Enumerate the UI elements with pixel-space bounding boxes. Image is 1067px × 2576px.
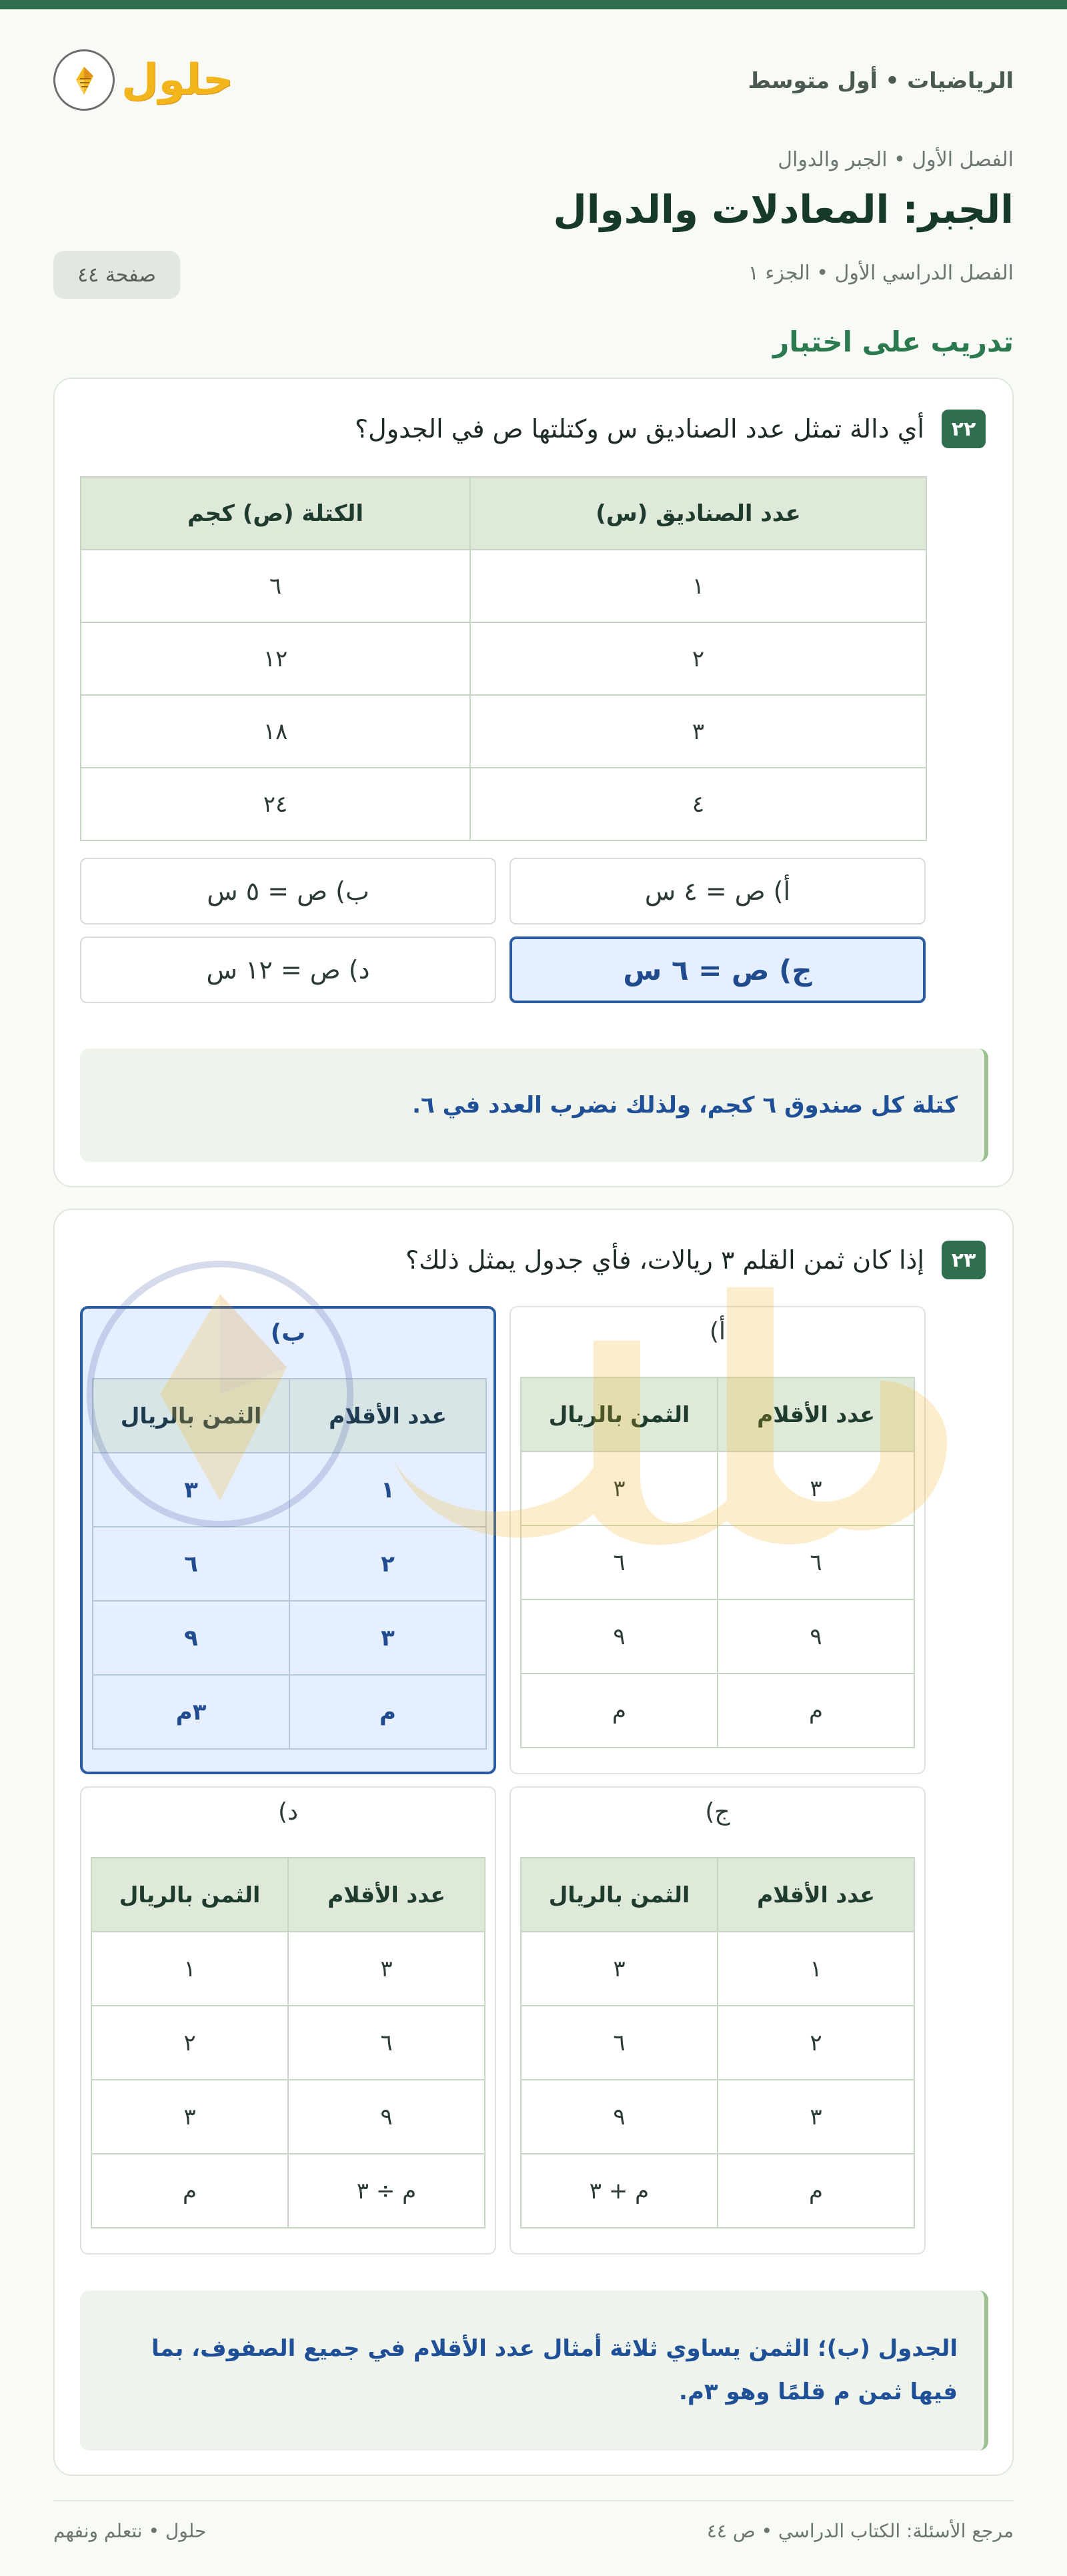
table-option-a[interactable] bbox=[509, 1306, 926, 1774]
table-header-row bbox=[81, 477, 926, 550]
table-row bbox=[521, 1932, 914, 2006]
table-cell: م ÷ ٣ bbox=[288, 2154, 485, 2228]
table-header-cell: عدد الصناديق (س) bbox=[470, 477, 926, 550]
table-cell: ٩ bbox=[521, 1599, 718, 1674]
answer-option-b[interactable]: ب) ص = ٥ س bbox=[80, 858, 496, 924]
answer-option-c[interactable]: ج) ص = ٦ س bbox=[509, 936, 926, 1003]
table-header-row bbox=[521, 1858, 914, 1932]
table-option-c[interactable] bbox=[509, 1786, 926, 2255]
boxes-mass-table bbox=[80, 476, 927, 841]
footer-brand: حلول • نتعلم ونفهم bbox=[53, 2520, 207, 2542]
table-cell: ٣ bbox=[470, 695, 926, 768]
table-cell: ١ bbox=[470, 550, 926, 622]
table-header-cell: عدد الأقلام bbox=[288, 1858, 485, 1932]
question-text: إذا كان ثمن القلم ٣ ريالات، فأي جدول يمثل ذلك؟ bbox=[405, 1245, 924, 1275]
table-row bbox=[521, 1674, 914, 1748]
table-row bbox=[81, 768, 926, 840]
table-cell: ٩ bbox=[718, 1599, 914, 1674]
table-row bbox=[91, 1932, 485, 2006]
table-cell: ٦ bbox=[718, 1525, 914, 1599]
answer-explanation: كتلة كل صندوق ٦ كجم، ولذلك نضرب العدد في ٦. bbox=[80, 1049, 988, 1162]
table-cell: ٣ bbox=[521, 1932, 718, 2006]
table-row bbox=[521, 2080, 914, 2154]
table-row bbox=[521, 1451, 914, 1525]
book-icon bbox=[53, 49, 115, 111]
table-header-cell: الكتلة (ص) كجم bbox=[81, 477, 470, 550]
table-row bbox=[521, 2006, 914, 2080]
table-cell: ١٨ bbox=[81, 695, 470, 768]
question-header bbox=[355, 410, 986, 448]
semester-label: الفصل الدراسي الأول • الجزء ١ bbox=[748, 261, 1014, 285]
table-option-d[interactable] bbox=[80, 1786, 496, 2255]
table-cell: ٤ bbox=[470, 768, 926, 840]
table-cell: م bbox=[289, 1675, 486, 1749]
table-row bbox=[81, 695, 926, 768]
answer-option-a[interactable]: أ) ص = ٤ س bbox=[509, 858, 926, 924]
table-header-row bbox=[93, 1379, 486, 1453]
answer-option-d[interactable]: د) ص = ١٢ س bbox=[80, 936, 496, 1003]
table-row bbox=[521, 1599, 914, 1674]
table-cell: ٣ bbox=[521, 1451, 718, 1525]
table-cell: ١ bbox=[289, 1453, 486, 1527]
option-label: د) bbox=[277, 1798, 299, 1826]
table-cell: ٦ bbox=[93, 1527, 289, 1601]
table-header-cell: الثمن بالريال bbox=[93, 1379, 289, 1453]
table-cell: ٣ bbox=[718, 2080, 914, 2154]
table-row bbox=[521, 2154, 914, 2228]
footer-reference: مرجع الأسئلة: الكتاب الدراسي • ص ٤٤ bbox=[706, 2520, 1014, 2542]
table-cell: ٣ bbox=[289, 1601, 486, 1675]
table-cell: م bbox=[521, 1674, 718, 1748]
table-row bbox=[91, 2154, 485, 2228]
table-cell: ٢ bbox=[289, 1527, 486, 1601]
table-header-cell: عدد الأقلام bbox=[718, 1377, 914, 1451]
top-accent-bar bbox=[0, 0, 1067, 9]
table-cell: ٦ bbox=[81, 550, 470, 622]
table-row bbox=[91, 2006, 485, 2080]
table-cell: م bbox=[91, 2154, 288, 2228]
option-label: ب) bbox=[270, 1319, 306, 1347]
page-title: الجبر: المعادلات والدوال bbox=[553, 187, 1014, 232]
hulul-logo bbox=[53, 49, 233, 111]
page-header bbox=[53, 40, 1014, 120]
question-number-badge: ٢٢ bbox=[942, 410, 986, 448]
table-row bbox=[93, 1527, 486, 1601]
table-cell: ١٢ bbox=[81, 622, 470, 695]
table-row bbox=[81, 622, 926, 695]
table-cell: ٦ bbox=[288, 2006, 485, 2080]
table-header-cell: الثمن بالريال bbox=[521, 1858, 718, 1932]
logo-text: حلول bbox=[121, 55, 233, 105]
table-cell: ٦ bbox=[521, 1525, 718, 1599]
table-header-cell: عدد الأقلام bbox=[718, 1858, 914, 1932]
breadcrumb: الفصل الأول • الجبر والدوال bbox=[778, 148, 1014, 171]
pens-price-table bbox=[92, 1378, 487, 1750]
table-option-b[interactable] bbox=[80, 1306, 496, 1774]
table-row bbox=[81, 550, 926, 622]
table-row bbox=[521, 1525, 914, 1599]
table-cell: ٢ bbox=[470, 622, 926, 695]
table-cell: ٢ bbox=[718, 2006, 914, 2080]
table-cell: ١ bbox=[718, 1932, 914, 2006]
table-cell: ٩ bbox=[288, 2080, 485, 2154]
table-header-cell: عدد الأقلام bbox=[289, 1379, 486, 1453]
table-cell: م bbox=[718, 2154, 914, 2228]
footer-divider bbox=[53, 2500, 1014, 2501]
table-row bbox=[93, 1453, 486, 1527]
table-cell: ٣ bbox=[91, 2080, 288, 2154]
table-row bbox=[93, 1675, 486, 1749]
question-header bbox=[405, 1241, 986, 1279]
table-header-row bbox=[91, 1858, 485, 1932]
table-cell: ٣ bbox=[288, 1932, 485, 2006]
question-card-23 bbox=[53, 1209, 1014, 2476]
subject-grade: الرياضيات • أول متوسط bbox=[748, 67, 1014, 93]
option-label: ج) bbox=[705, 1798, 730, 1826]
table-cell: م bbox=[718, 1674, 914, 1748]
table-cell: ٣ bbox=[93, 1453, 289, 1527]
table-row bbox=[91, 2080, 485, 2154]
table-row bbox=[93, 1601, 486, 1675]
table-cell: ٩ bbox=[93, 1601, 289, 1675]
section-title: تدريب على اختبار bbox=[773, 326, 1014, 358]
question-card-22 bbox=[53, 378, 1014, 1187]
table-cell: ٢ bbox=[91, 2006, 288, 2080]
table-cell: ٣م bbox=[93, 1675, 289, 1749]
pens-price-table bbox=[520, 1857, 915, 2228]
table-header-cell: الثمن بالريال bbox=[521, 1377, 718, 1451]
question-text: أي دالة تمثل عدد الصناديق س وكتلتها ص في الجدول؟ bbox=[354, 414, 924, 444]
pens-price-table bbox=[91, 1857, 485, 2228]
pens-price-table bbox=[520, 1377, 915, 1748]
option-label: أ) bbox=[709, 1318, 726, 1345]
table-header-cell: الثمن بالريال bbox=[91, 1858, 288, 1932]
table-header-row bbox=[521, 1377, 914, 1451]
table-cell: ٦ bbox=[521, 2006, 718, 2080]
table-cell: م + ٣ bbox=[521, 2154, 718, 2228]
table-cell: ٩ bbox=[521, 2080, 718, 2154]
page-number-badge: صفحة ٤٤ bbox=[53, 251, 180, 299]
answer-explanation: الجدول (ب)؛ الثمن يساوي ثلاثة أمثال عدد الأقلام في جميع الصفوف، بما فيها ثمن م قلمًا وهو ٣م. bbox=[80, 2291, 988, 2451]
table-cell: ٢٤ bbox=[81, 768, 470, 840]
table-cell: ٣ bbox=[718, 1451, 914, 1525]
question-number-badge: ٢٣ bbox=[942, 1241, 986, 1279]
table-cell: ١ bbox=[91, 1932, 288, 2006]
